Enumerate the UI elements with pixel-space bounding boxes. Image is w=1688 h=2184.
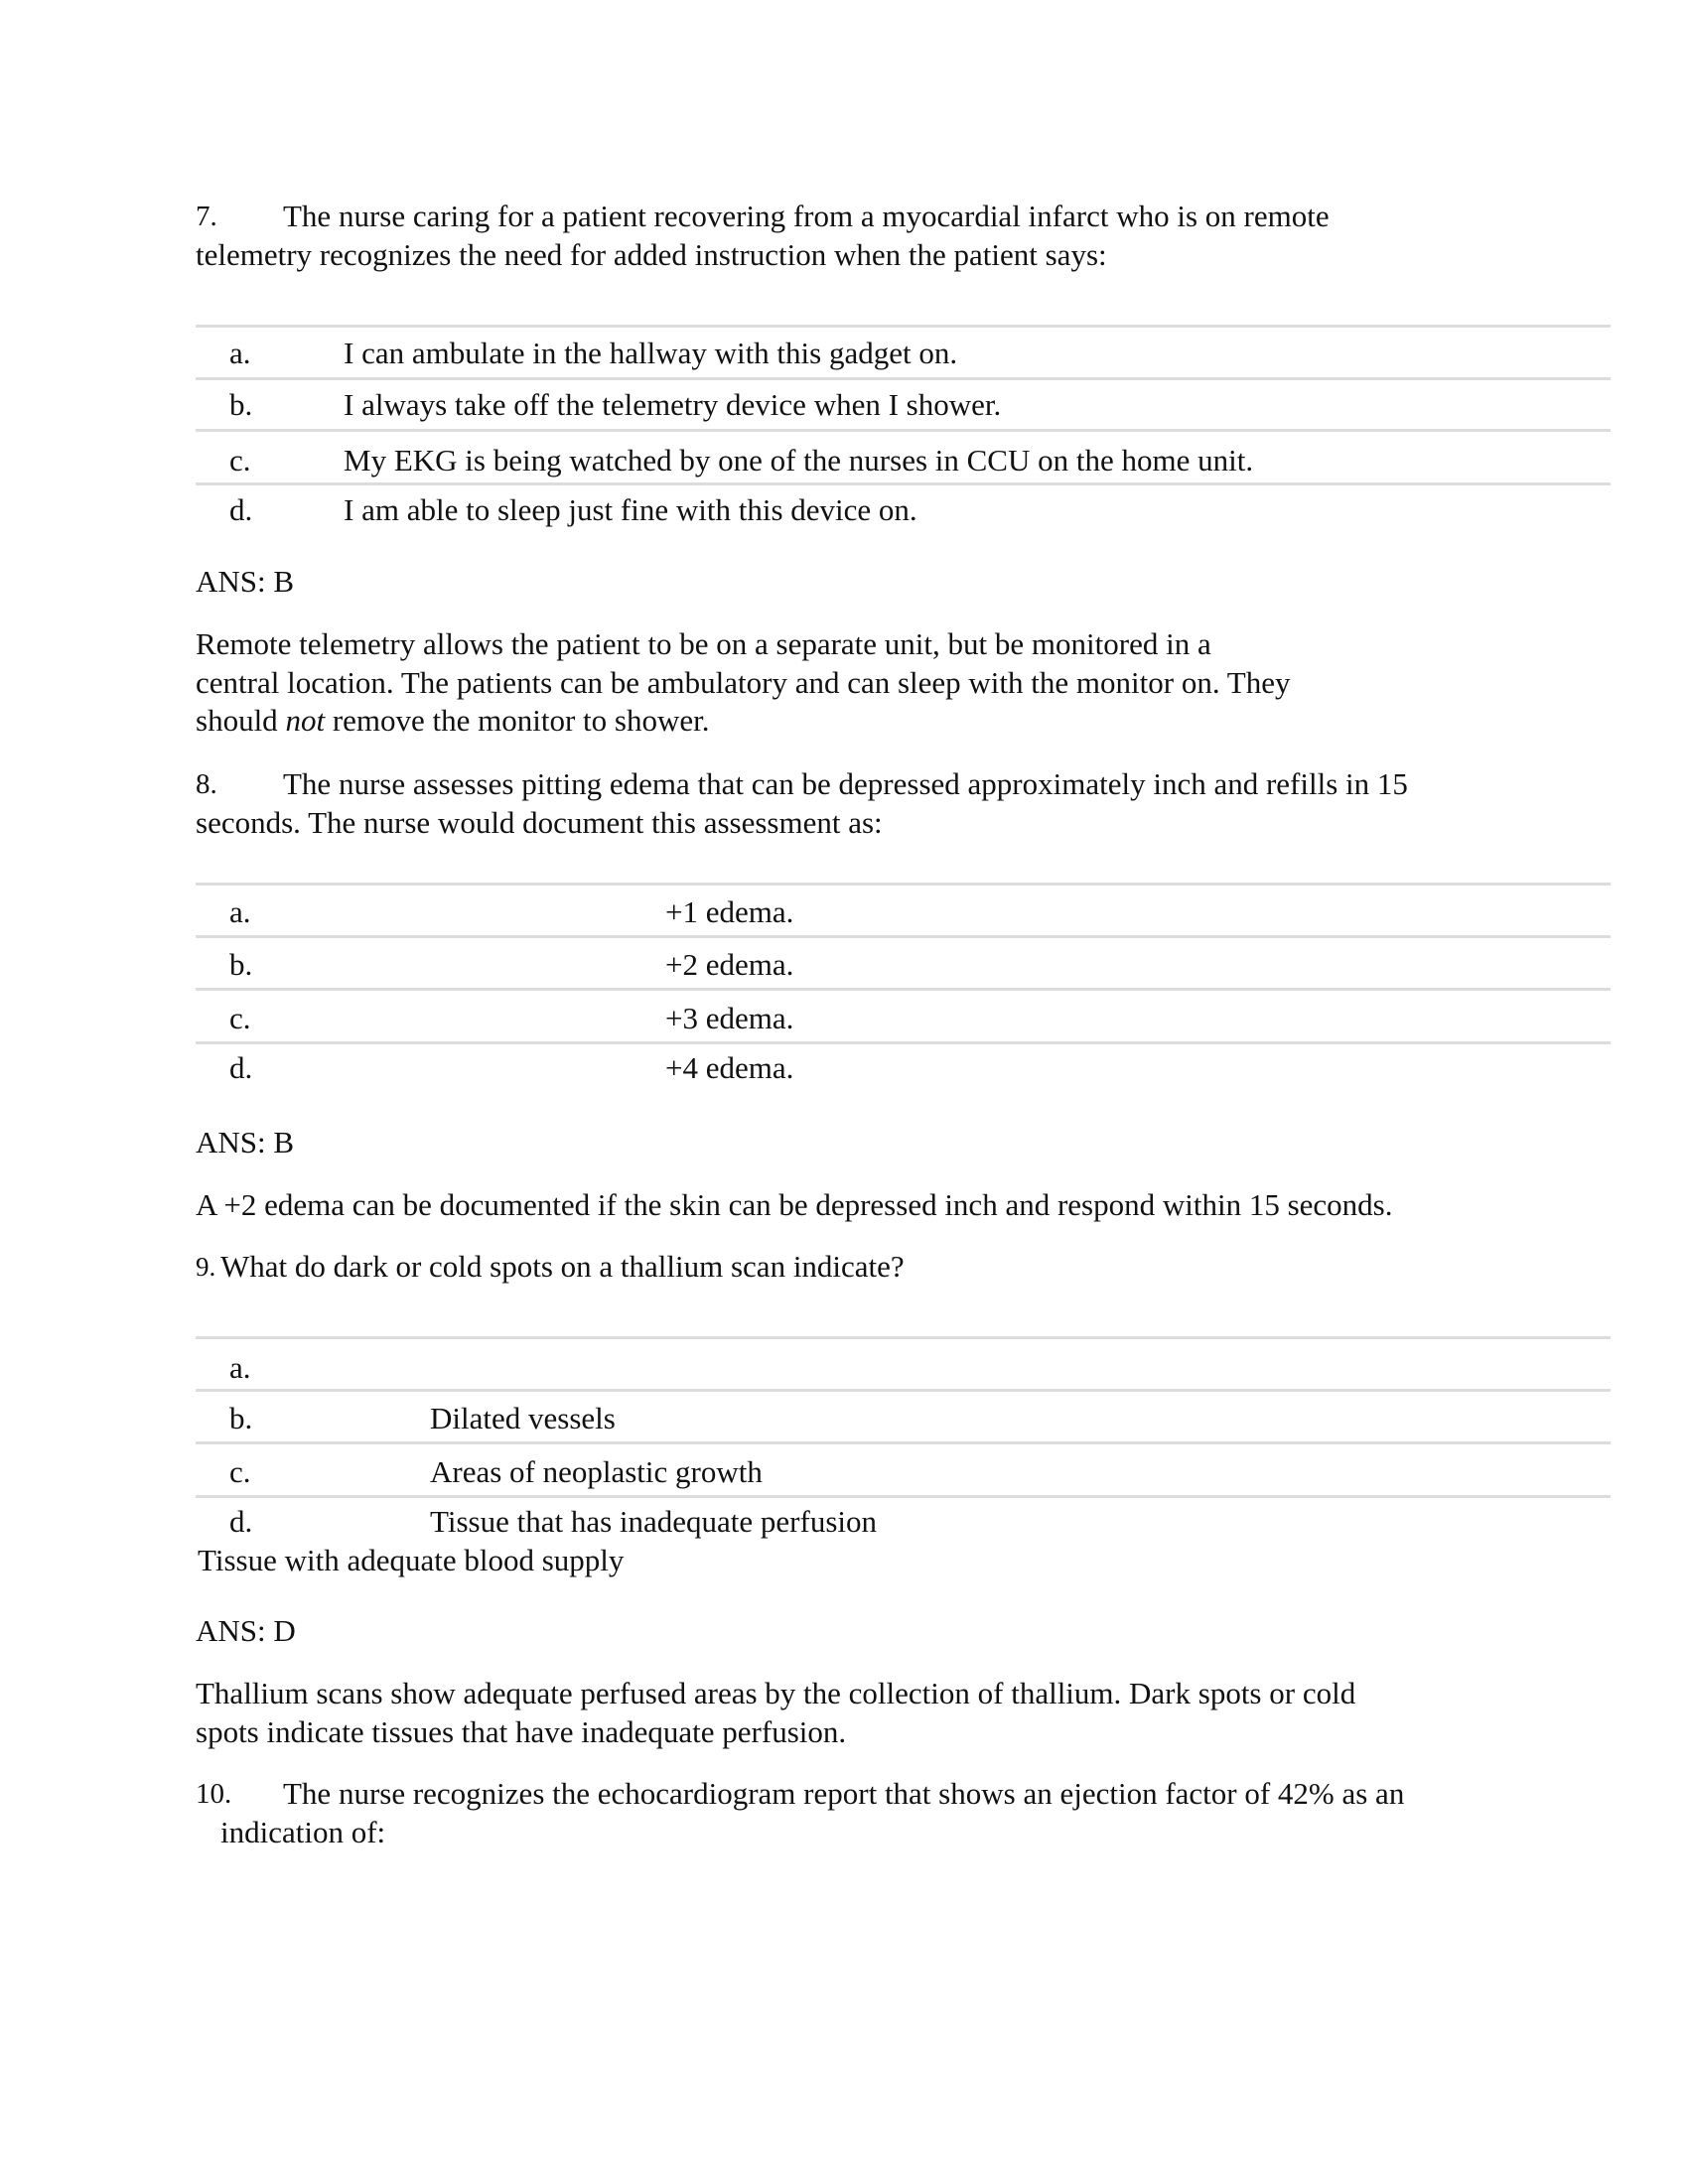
stray-option-text: Tissue with adequate blood supply [198, 1543, 625, 1577]
divider [196, 482, 1611, 485]
divider [196, 325, 1611, 328]
question-number: 8. [196, 768, 217, 800]
option-letter: a. [229, 336, 251, 370]
divider [196, 1495, 1611, 1498]
option-letter: a. [229, 1350, 251, 1385]
option-text: +1 edema. [665, 894, 794, 929]
option-letter: d. [229, 1504, 253, 1539]
option-letter: c. [229, 1454, 251, 1489]
divider [196, 935, 1611, 938]
rationale [196, 702, 710, 740]
option-text: +2 edema. [665, 947, 794, 982]
divider [196, 1389, 1611, 1392]
question-stem: telemetry recognizes the need for added instruction when the patient says: [196, 237, 1107, 272]
question-stem: seconds. The nurse would document this assessment as: [196, 805, 883, 840]
option-text: My EKG is being watched by one of the nurses in CCU on the home unit. [344, 443, 1254, 478]
divider [196, 1041, 1611, 1044]
option-letter: a. [229, 894, 251, 929]
question-stem: What do dark or cold spots on a thallium scan indicate? [220, 1249, 905, 1284]
answer: ANS: B [196, 564, 295, 599]
rationale-text: remove the monitor to shower. [325, 703, 710, 738]
question-number: 10. [196, 1778, 232, 1810]
rationale: spots indicate tissues that have inadequate perfusion. [196, 1714, 847, 1749]
answer: ANS: B [196, 1125, 295, 1160]
divider [196, 883, 1611, 886]
question-stem: The nurse recognizes the echocardiogram report that shows an ejection factor of 42% as an [283, 1776, 1405, 1811]
question-stem: The nurse assesses pitting edema that can be depressed approximately inch and refills in 15 [283, 766, 1408, 801]
rationale: central location. The patients can be ambulatory and can sleep with the monitor on. They [196, 665, 1291, 700]
option-text: +3 edema. [665, 1001, 794, 1035]
option-letter: d. [229, 492, 253, 527]
option-letter: c. [229, 443, 251, 478]
divider [196, 377, 1611, 380]
question-number: 9. [196, 1252, 216, 1282]
answer: ANS: D [196, 1613, 296, 1648]
divider [196, 1336, 1611, 1339]
rationale-text: should [196, 703, 286, 738]
option-letter: b. [229, 947, 253, 982]
rationale: Remote telemetry allows the patient to be on a separate unit, but be monitored in a [196, 626, 1211, 661]
option-letter: c. [229, 1001, 251, 1035]
divider [196, 429, 1611, 432]
question-number: 7. [196, 201, 217, 232]
divider [196, 1441, 1611, 1444]
option-text: I always take off the telemetry device when I shower. [344, 387, 1002, 422]
option-text: Tissue that has inadequate perfusion [430, 1504, 877, 1539]
rationale: Thallium scans show adequate perfused areas by the collection of thallium. Dark spots or cold [196, 1676, 1356, 1710]
option-letter: b. [229, 1401, 253, 1435]
option-text: +4 edema. [665, 1050, 794, 1085]
question-stem: indication of: [220, 1815, 386, 1849]
divider [196, 988, 1611, 991]
option-text: Areas of neoplastic growth [430, 1454, 763, 1489]
question-stem: The nurse caring for a patient recovering from a myocardial infarct who is on remote [283, 199, 1330, 233]
option-text: I can ambulate in the hallway with this gadget on. [344, 336, 958, 370]
option-letter: b. [229, 387, 253, 422]
option-text: Dilated vessels [430, 1401, 616, 1435]
option-text: I am able to sleep just fine with this device on. [344, 492, 917, 527]
option-letter: d. [229, 1050, 253, 1085]
rationale-emphasis: not [285, 703, 326, 738]
rationale: A +2 edema can be documented if the skin can be depressed inch and respond within 15 seconds. [196, 1187, 1393, 1222]
